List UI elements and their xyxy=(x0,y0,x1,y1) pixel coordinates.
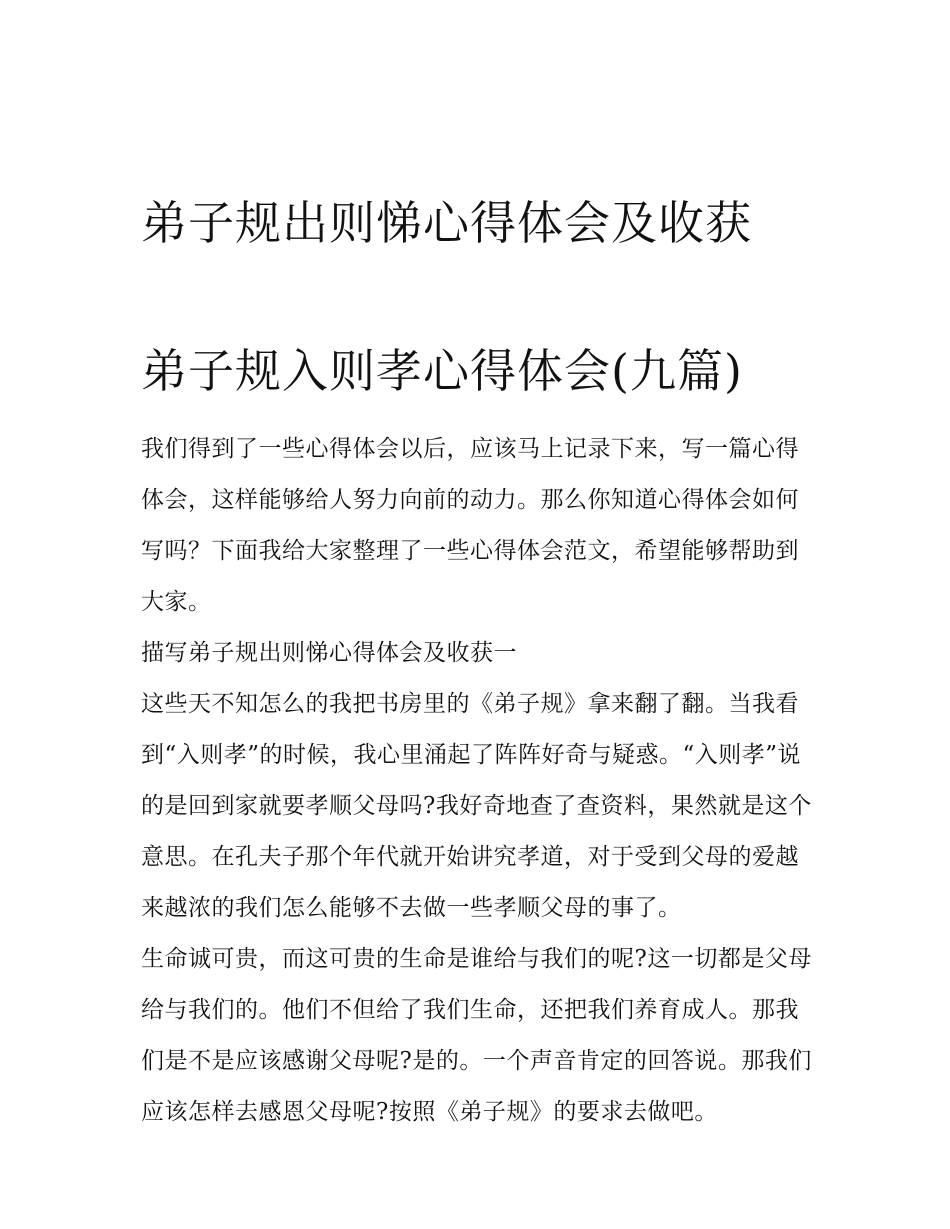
title-line-2: 弟子规入则孝心得体会(九篇) xyxy=(141,344,743,398)
paragraph-intro: 我们得到了一些心得体会以后，应该马上记录下来，写一篇心得体会，这样能够给人努力向前的动力。那么你知道心得体会如何写吗？下面我给大家整理了一些心得体会范文，希望能够帮助到大家。 xyxy=(141,436,799,615)
paragraph-2: 生命诚可贵，而这可贵的生命是谁给与我们的呢?这一切都是父母给与我们的。他们不但给了我们生命，还把我们养育成人。那我们是不是应该感谢父母呢?是的。一个声音肯定的回答说。那我们应该怎样去感恩父母呢?按照《弟子规》的要求去做吧。 xyxy=(141,946,812,1125)
title-line-1: 弟子规出则悌心得体会及收获 xyxy=(141,196,752,250)
document-title xyxy=(141,112,813,408)
document-content xyxy=(141,112,813,1138)
document-body xyxy=(141,424,813,1138)
paragraph-1: 这些天不知怎么的我把书房里的《弟子规》拿来翻了翻。当我看到“入则孝”的时候，我心里涌起了阵阵好奇与疑惑。“入则孝”说的是回到家就要孝顺父母吗?我好奇地查了查资料，果然就是这个意思。在孔夫子那个年代就开始讲究孝道，对于受到父母的爱越来越浓的我们怎么能够不去做一些孝顺父母的事了。 xyxy=(141,691,812,921)
section-heading: 描写弟子规出则悌心得体会及收获一 xyxy=(141,640,517,666)
